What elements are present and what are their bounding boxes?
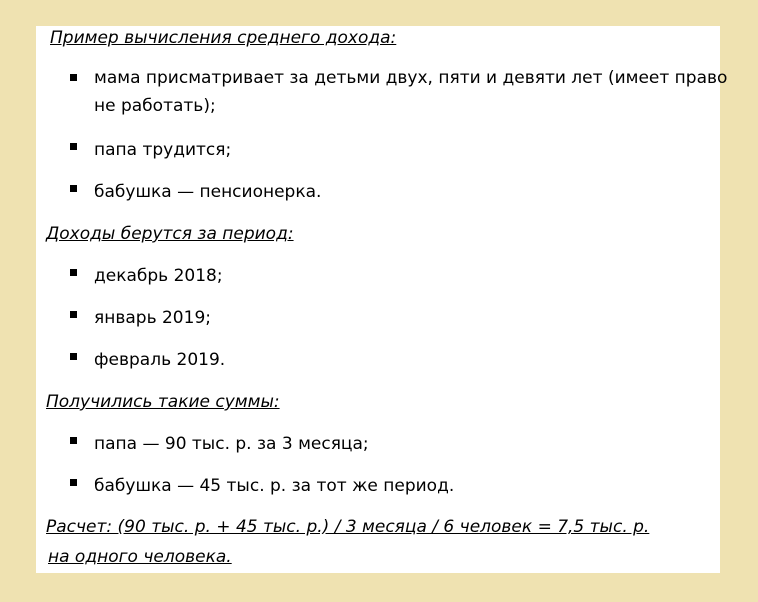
- list-item: папа трудится;: [94, 140, 232, 160]
- list-item: февраль 2019.: [94, 350, 226, 370]
- list-item: январь 2019;: [94, 308, 211, 328]
- bullet-icon: [70, 353, 77, 360]
- list-item: папа — 90 тыс. р. за 3 месяца;: [94, 434, 369, 454]
- bullet-icon: [70, 311, 77, 318]
- list-item: бабушка — 45 тыс. р. за тот же период.: [94, 476, 455, 496]
- period-heading: Доходы берутся за период:: [46, 224, 294, 244]
- calculation-line-continuation: на одного человека.: [48, 547, 232, 567]
- bullet-icon: [70, 143, 77, 150]
- list-item: декабрь 2018;: [94, 266, 223, 286]
- bullet-icon: [70, 479, 77, 486]
- list-item-continuation: не работать);: [94, 96, 216, 116]
- bullet-icon: [70, 185, 77, 192]
- calculation-line: Расчет: (90 тыс. р. + 45 тыс. р.) / 3 месяца / 6 человек = 7,5 тыс. р.: [46, 517, 650, 537]
- bullet-icon: [70, 437, 77, 444]
- bullet-icon: [70, 269, 77, 276]
- list-item: мама присматривает за детьми двух, пяти и девяти лет (имеет право: [94, 68, 728, 88]
- list-item: бабушка — пенсионерка.: [94, 182, 322, 202]
- sums-heading: Получились такие суммы:: [46, 392, 280, 412]
- bullet-icon: [70, 74, 77, 81]
- example-heading: Пример вычисления среднего дохода:: [50, 28, 397, 48]
- content-card: [36, 26, 728, 573]
